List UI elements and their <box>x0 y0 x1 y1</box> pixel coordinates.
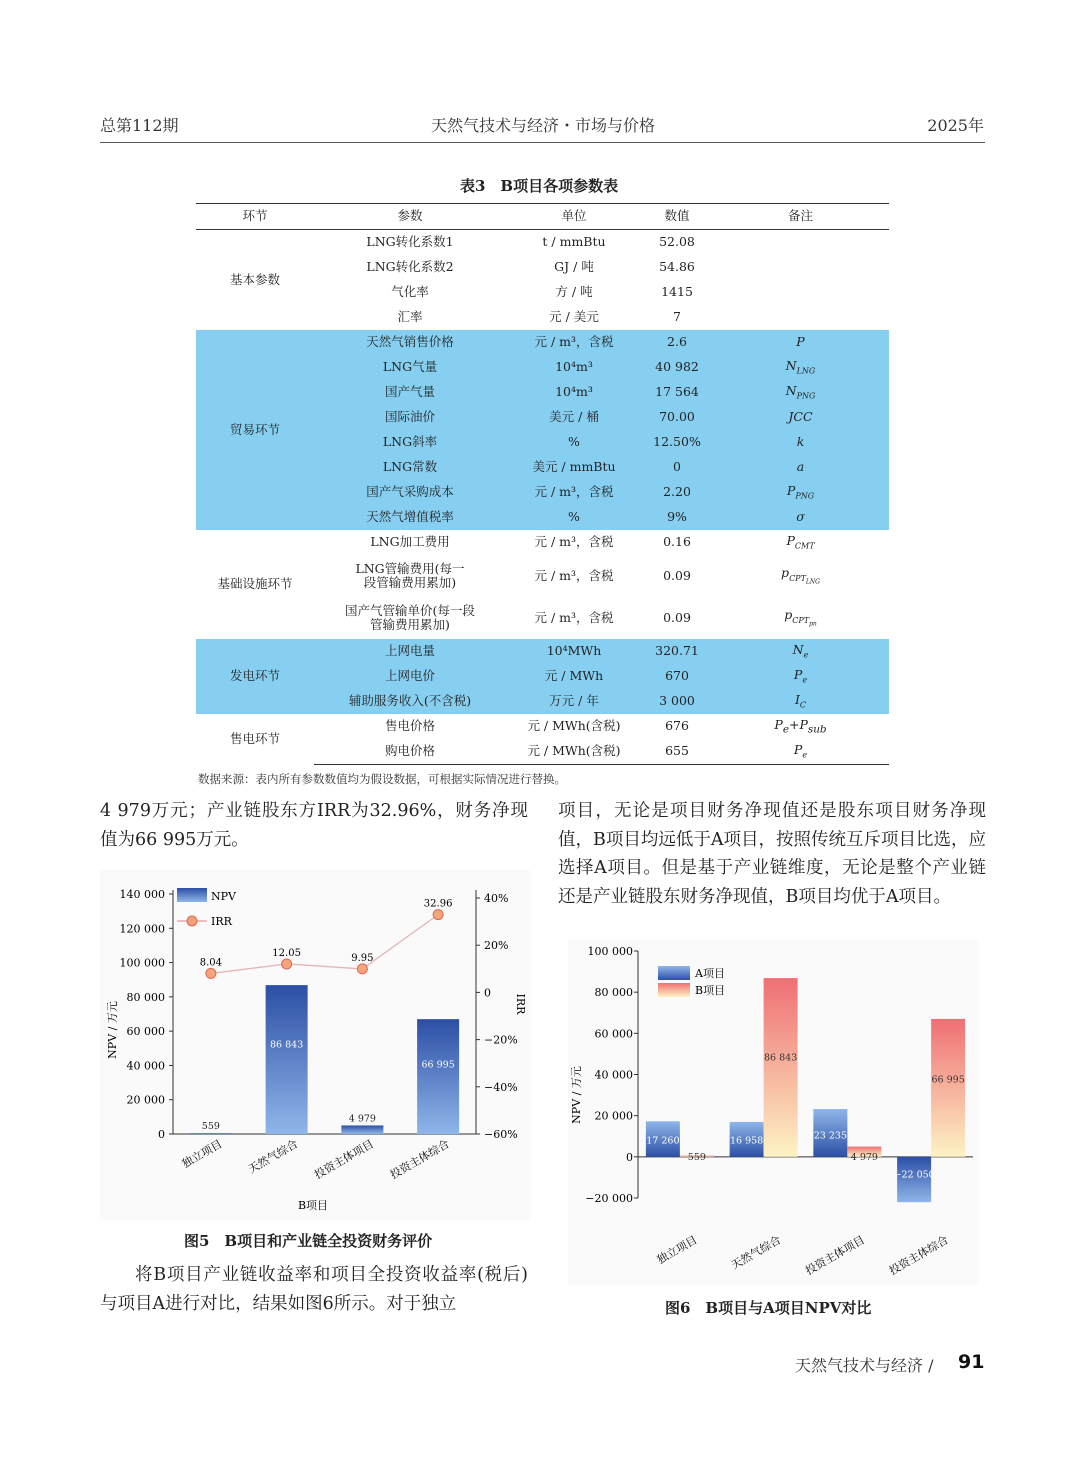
note-cell: $P_e$ <box>712 739 889 765</box>
paragraph-left-bottom: 将B项目产业链收益率和项目全投资收益率(税后)与项目A进行对比，结果如图6所示。对于独立 <box>100 1265 528 1314</box>
table-row <box>196 639 889 664</box>
param-cell: 国产气量 <box>314 380 506 405</box>
value-cell: 0 <box>642 455 712 480</box>
note-cell: $N_e$ <box>712 639 889 664</box>
unit-cell: 元 / MWh <box>506 664 642 689</box>
npv-value-label: 66 995 <box>421 1059 455 1071</box>
param-cell: 天然气增值税率 <box>314 505 506 530</box>
note-cell: a <box>712 455 889 480</box>
y-tick-label: 0 <box>626 1150 633 1164</box>
unit-cell: 元 / m³，含税 <box>534 609 614 625</box>
x-tick-label: 天然气综合 <box>728 1233 784 1273</box>
note-cell: $N_{LNG}$ <box>712 355 889 380</box>
note-cell: k <box>712 430 889 455</box>
note-cell: $P_{PNG}$ <box>712 480 889 505</box>
y-tick-label: 60 000 <box>594 1027 633 1041</box>
y-tick-label: 80 000 <box>594 986 633 1000</box>
x-tick-label: 独立项目 <box>179 1137 225 1171</box>
unit-cell: 元 / MWh(含税) <box>506 739 642 765</box>
table-header-row <box>196 204 889 230</box>
unit-cell: 元 / m³，含税 <box>534 534 614 550</box>
legend-a-swatch <box>658 966 690 980</box>
issue-number: 总第112期 <box>100 116 179 135</box>
table-row <box>196 530 889 555</box>
note-cell: P <box>712 330 889 355</box>
y-axis-label: NPV / 万元 <box>106 1001 119 1059</box>
legend-irr-marker <box>187 916 197 926</box>
table-row <box>196 714 889 739</box>
unit-cell: 美元 / mmBtu <box>506 455 642 480</box>
value-cell: 0.09 <box>663 567 691 583</box>
legend-npv-swatch <box>177 888 207 902</box>
y-tick-label: 20 000 <box>594 1109 633 1123</box>
value-cell: 320.71 <box>642 639 712 664</box>
figure-6-chart <box>568 940 978 1285</box>
legend-npv-label: NPV <box>211 890 236 903</box>
series-b-value-label: 4 979 <box>850 1151 878 1163</box>
irr-value-label: 8.04 <box>199 957 223 969</box>
parameter-table <box>196 203 889 765</box>
table-source-note: 数据来源：表内所有参数数值均为假设数据，可根据实际情况进行替换。 <box>198 772 566 786</box>
unit-cell: 元 / MWh(含税) <box>527 718 621 734</box>
y-tick-label: 120 000 <box>119 922 165 936</box>
section-name: 基本参数 <box>229 271 280 287</box>
irr-point <box>433 910 443 920</box>
value-cell: 17 564 <box>642 380 712 405</box>
param-cell: 气化率 <box>391 284 429 300</box>
unit-cell: 元 / m³，含税 <box>506 330 642 355</box>
value-cell: 12.50% <box>642 430 712 455</box>
value-cell: 40 982 <box>642 355 712 380</box>
series-a-value-label: 17 260 <box>646 1135 680 1147</box>
param-cell: 售电价格 <box>384 718 435 734</box>
note-cell: σ <box>712 505 889 530</box>
unit-cell: 方 / 吨 <box>555 284 593 300</box>
legend-b-swatch <box>658 983 690 997</box>
unit-cell: 元 / m³，含税 <box>506 480 642 505</box>
y2-tick-label: −60% <box>484 1128 518 1141</box>
value-cell: 1415 <box>661 284 693 300</box>
unit-cell: 10⁴m³ <box>506 380 642 405</box>
param-cell: 购电价格 <box>314 739 506 765</box>
x-tick-label: 投资主体综合 <box>886 1233 951 1278</box>
note-cell: $p_{CPT_{pn}}$ <box>784 607 817 628</box>
page-number: 91 <box>958 1351 985 1373</box>
unit-cell: 10⁴MWh <box>506 639 642 664</box>
npv-bar <box>417 1019 459 1134</box>
param-cell: 辅助服务收入(不含税) <box>314 689 506 714</box>
param-cell: 上网电量 <box>314 639 506 664</box>
x-tick-label: 投资主体综合 <box>387 1137 452 1182</box>
y-tick-label: 20 000 <box>126 1093 165 1107</box>
note-cell: JCC <box>712 405 889 430</box>
unit-cell: % <box>506 505 642 530</box>
col-header: 数值 <box>642 204 712 230</box>
value-cell: 7 <box>673 309 681 325</box>
col-header: 环节 <box>196 204 314 230</box>
y2-tick-label: 40% <box>484 892 509 905</box>
legend-irr-label: IRR <box>211 915 232 928</box>
x-axis-label: B项目 <box>297 1199 329 1212</box>
header-rule <box>100 142 985 143</box>
note-cell <box>712 280 889 305</box>
value-cell: 52.08 <box>659 234 695 250</box>
legend-b-label: B项目 <box>695 984 726 997</box>
section-name: 基础设施环节 <box>217 576 293 592</box>
series-b-value-label: 86 843 <box>764 1052 798 1064</box>
value-cell: 9% <box>642 505 712 530</box>
unit-cell: % <box>506 430 642 455</box>
section-name: 发电环节 <box>196 639 314 714</box>
y-tick-label: 100 000 <box>587 945 633 958</box>
journal-section: 天然气技术与经济・市场与价格 <box>431 116 656 135</box>
param-cell: LNG气量 <box>314 355 506 380</box>
footer-journal: 天然气技术与经济 / <box>795 1356 934 1375</box>
param-cell: LNG斜率 <box>314 430 506 455</box>
series-a-value-label: 23 235 <box>813 1130 847 1142</box>
unit-cell: t / mmBtu <box>542 234 606 250</box>
npv-bar <box>341 1125 383 1134</box>
param-cell: LNG转化系数1 <box>366 234 454 250</box>
y-tick-label: 40 000 <box>126 1059 165 1073</box>
note-cell <box>712 255 889 280</box>
col-header: 备注 <box>712 204 889 230</box>
param-cell: 国产气管输单价(每一段管输费用累加) <box>345 602 475 632</box>
value-cell: 670 <box>642 664 712 689</box>
value-cell: 54.86 <box>659 259 695 275</box>
figure-5-caption: 图5 B项目和产业链全投资财务评价 <box>184 1232 433 1250</box>
irr-point <box>282 959 292 969</box>
y-axis-label: NPV / 万元 <box>570 1066 583 1124</box>
table-row <box>196 230 889 256</box>
param-cell: 上网电价 <box>314 664 506 689</box>
value-cell: 2.6 <box>642 330 712 355</box>
value-cell: 2.20 <box>642 480 712 505</box>
y2-tick-label: −40% <box>484 1080 518 1094</box>
note-cell: $N_{PNG}$ <box>712 380 889 405</box>
unit-cell: 元 / m³，含税 <box>534 567 614 583</box>
irr-value-label: 9.95 <box>351 952 374 964</box>
table-row <box>196 330 889 355</box>
note-cell <box>712 230 889 256</box>
y2-axis-label: IRR <box>514 993 527 1015</box>
note-cell: $P_e$ <box>712 664 889 689</box>
table-caption: 表3 B项目各项参数表 <box>460 177 619 195</box>
unit-cell: 美元 / 桶 <box>506 405 642 430</box>
npv-value-label: 559 <box>201 1121 220 1133</box>
param-cell: 国际油价 <box>314 405 506 430</box>
legend-a-label: A项目 <box>695 967 725 980</box>
x-tick-label: 独立项目 <box>654 1233 700 1267</box>
series-b-value-label: 66 995 <box>931 1074 965 1086</box>
section-name: 贸易环节 <box>196 330 314 530</box>
figure-5-chart <box>100 870 530 1220</box>
value-cell: 0.16 <box>663 534 691 550</box>
irr-value-label: 32.96 <box>423 898 453 910</box>
y2-tick-label: 0 <box>484 986 491 1000</box>
y-tick-label: 80 000 <box>126 990 165 1004</box>
section-name: 售电环节 <box>229 731 280 747</box>
value-cell: 676 <box>665 718 689 734</box>
value-cell: 70.00 <box>642 405 712 430</box>
npv-value-label: 4 979 <box>348 1113 376 1125</box>
x-tick-label: 投资主体项目 <box>803 1233 867 1278</box>
param-cell: 天然气销售价格 <box>314 330 506 355</box>
y2-tick-label: −20% <box>484 1033 518 1047</box>
npv-bar <box>190 1133 232 1134</box>
param-cell: LNG管输费用(每一段管输费用累加) <box>355 560 465 590</box>
unit-cell: 10⁴m³ <box>506 355 642 380</box>
y-tick-label: 140 000 <box>119 888 165 901</box>
y-tick-label: 100 000 <box>119 956 165 970</box>
col-header: 单位 <box>506 204 642 230</box>
series-b-value-label: 559 <box>687 1151 706 1163</box>
col-header: 参数 <box>314 204 506 230</box>
note-cell: $P_e+P_{sub}$ <box>774 716 827 736</box>
param-cell: LNG转化系数2 <box>366 259 454 275</box>
param-cell: LNG常数 <box>314 455 506 480</box>
param-cell: 汇率 <box>397 309 423 325</box>
y-tick-label: 40 000 <box>594 1068 633 1082</box>
irr-value-label: 12.05 <box>272 947 301 959</box>
npv-value-label: 86 843 <box>270 1039 304 1051</box>
series-b-bar <box>764 978 798 1157</box>
y-tick-label: −20 000 <box>585 1192 633 1205</box>
irr-point <box>357 964 367 974</box>
note-cell: $p_{CPT_{LNG}}$ <box>781 565 820 586</box>
npv-bar <box>266 985 308 1134</box>
irr-point <box>206 968 216 978</box>
year: 2025年 <box>927 116 984 135</box>
param-cell: 国产气采购成本 <box>314 480 506 505</box>
value-cell: 655 <box>642 739 712 765</box>
unit-cell: GJ / 吨 <box>554 259 594 275</box>
y-tick-label: 0 <box>158 1128 165 1141</box>
note-cell: $P_{CMT}$ <box>786 533 815 551</box>
value-cell: 0.09 <box>663 609 691 625</box>
param-cell: LNG加工费用 <box>370 534 450 550</box>
paragraph-right-top: 项目，无论是项目财务净现值还是股东项目财务净现值，B项目均远低于A项目，按照传统互斥项目比选，应选择A项目。但是基于产业链维度，无论是整个产业链还是产业链股东财务净现值，B项目均优于A项目。 <box>558 801 986 907</box>
figure-6-caption: 图6 B项目与A项目NPV对比 <box>665 1299 872 1317</box>
x-tick-label: 投资主体项目 <box>312 1137 376 1182</box>
y-tick-label: 60 000 <box>126 1025 165 1039</box>
paragraph-left-top: 4 979万元；产业链股东方IRR为32.96%，财务净现值为66 995万元。 <box>100 801 528 850</box>
note-cell <box>712 305 889 330</box>
x-tick-label: 天然气综合 <box>245 1137 301 1177</box>
unit-cell: 万元 / 年 <box>506 689 642 714</box>
series-a-value-label: 16 958 <box>730 1135 764 1147</box>
unit-cell: 元 / 美元 <box>549 309 599 325</box>
series-b-bar <box>931 1019 965 1157</box>
series-a-value-label: −22 050 <box>893 1169 935 1181</box>
y2-tick-label: 20% <box>484 939 509 953</box>
value-cell: 3 000 <box>642 689 712 714</box>
note-cell: $I_C$ <box>712 689 889 714</box>
